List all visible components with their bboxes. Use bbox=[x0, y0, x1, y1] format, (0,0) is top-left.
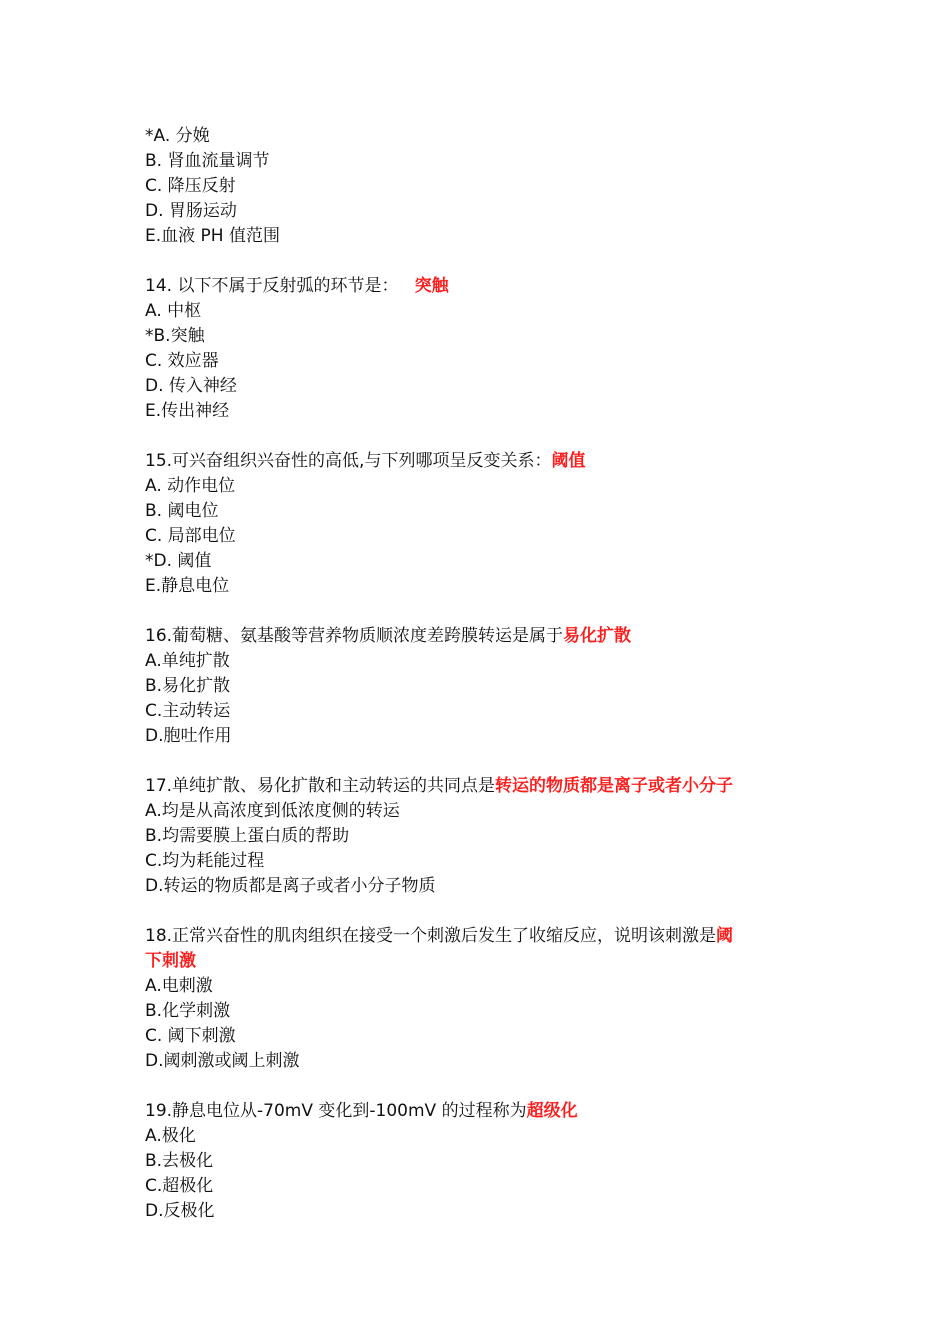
question-17 bbox=[145, 774, 815, 899]
question-19 bbox=[145, 1099, 815, 1224]
option: A. 动作电位 bbox=[145, 476, 236, 496]
spacer bbox=[145, 899, 815, 924]
option: *A. 分娩 bbox=[145, 126, 210, 146]
answer-highlight: 下刺激 bbox=[145, 951, 196, 971]
option: D.阈刺激或阈上刺激 bbox=[145, 1051, 300, 1071]
option: B.易化扩散 bbox=[145, 676, 231, 696]
spacer bbox=[145, 424, 815, 449]
option: B. 肾血流量调节 bbox=[145, 151, 270, 171]
spacer bbox=[145, 749, 815, 774]
question-stem bbox=[145, 924, 815, 949]
option: C.超极化 bbox=[145, 1176, 214, 1196]
option: D.转运的物质都是离子或者小分子物质 bbox=[145, 876, 436, 896]
question-15 bbox=[145, 449, 815, 599]
option: *D. 阈值 bbox=[145, 551, 212, 571]
option: A.电刺激 bbox=[145, 976, 213, 996]
question-stem-continued bbox=[145, 949, 815, 974]
answer-highlight: 突触 bbox=[414, 276, 449, 296]
option: A. 中枢 bbox=[145, 301, 202, 321]
option: C.均为耗能过程 bbox=[145, 851, 265, 871]
option: E.血液 PH 值范围 bbox=[145, 226, 280, 246]
option: B.去极化 bbox=[145, 1151, 214, 1171]
stem-text: 17.单纯扩散、易化扩散和主动转运的共同点是 bbox=[145, 776, 496, 796]
option: C. 效应器 bbox=[145, 351, 219, 371]
option: A.极化 bbox=[145, 1126, 196, 1146]
option: D.胞吐作用 bbox=[145, 726, 232, 746]
option: B. 阈电位 bbox=[145, 501, 219, 521]
answer-highlight: 阈值 bbox=[551, 451, 586, 471]
option: D.反极化 bbox=[145, 1201, 215, 1221]
option: E.静息电位 bbox=[145, 576, 230, 596]
question-list bbox=[145, 124, 815, 1224]
spacer bbox=[145, 599, 815, 624]
question-14 bbox=[145, 274, 815, 424]
stem-text: 19.静息电位从-70mV 变化到-100mV 的过程称为 bbox=[145, 1101, 527, 1121]
stem-text: 15.可兴奋组织兴奋性的高低,与下列哪项呈反变关系： bbox=[145, 451, 552, 471]
option: C. 阈下刺激 bbox=[145, 1026, 236, 1046]
option: C. 降压反射 bbox=[145, 176, 236, 196]
question-stem bbox=[145, 274, 815, 299]
option: D. 胃肠运动 bbox=[145, 201, 237, 221]
question-stem bbox=[145, 774, 815, 799]
question-16 bbox=[145, 624, 815, 749]
question-stem bbox=[145, 624, 815, 649]
option: *B.突触 bbox=[145, 326, 205, 346]
stem-text: 16.葡萄糖、氨基酸等营养物质顺浓度差跨膜转运是属于 bbox=[145, 626, 564, 646]
option: C. 局部电位 bbox=[145, 526, 236, 546]
stem-text: 14. 以下不属于反射弧的环节是： bbox=[145, 276, 399, 296]
option: A.均是从高浓度到低浓度侧的转运 bbox=[145, 801, 400, 821]
stem-text: 18.正常兴奋性的肌肉组织在接受一个刺激后发生了收缩反应，说明该刺激是 bbox=[145, 926, 717, 946]
option: A.单纯扩散 bbox=[145, 651, 230, 671]
option: E.传出神经 bbox=[145, 401, 230, 421]
option: B.均需要膜上蛋白质的帮助 bbox=[145, 826, 350, 846]
question-13-options bbox=[145, 124, 815, 249]
answer-highlight: 超级化 bbox=[526, 1101, 578, 1121]
spacer bbox=[145, 1074, 815, 1099]
question-stem bbox=[145, 1099, 815, 1124]
answer-highlight: 易化扩散 bbox=[563, 626, 632, 646]
option: C.主动转运 bbox=[145, 701, 231, 721]
question-stem bbox=[145, 449, 815, 474]
spacer bbox=[145, 249, 815, 274]
answer-highlight: 阈 bbox=[716, 926, 734, 946]
option: D. 传入神经 bbox=[145, 376, 237, 396]
answer-highlight: 转运的物质都是离子或者小分子 bbox=[495, 776, 734, 796]
question-18 bbox=[145, 924, 815, 1074]
option: B.化学刺激 bbox=[145, 1001, 231, 1021]
